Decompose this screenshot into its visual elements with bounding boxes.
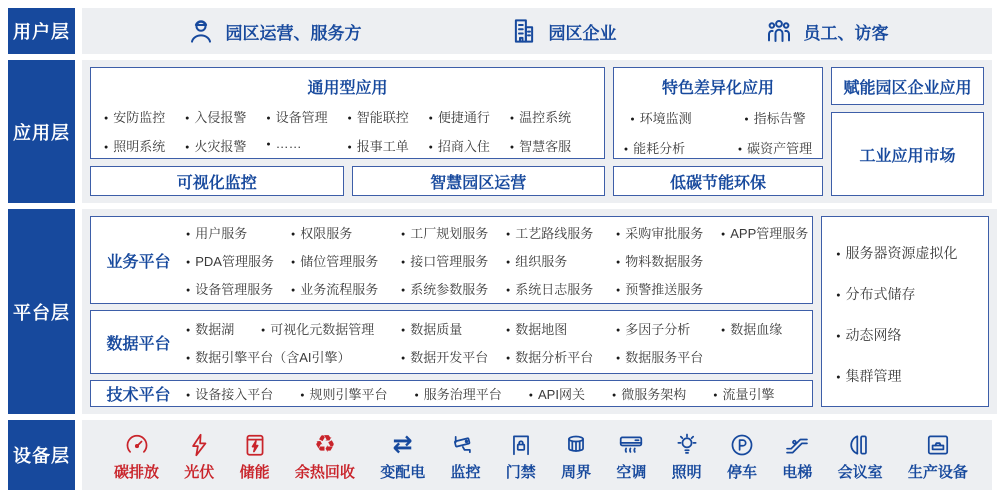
ac-icon: [618, 432, 644, 458]
empower-enterprises-box: 赋能园区企业应用: [831, 67, 984, 105]
app-item: ● 报事工单: [347, 136, 428, 155]
user-group-enterprises: [509, 16, 617, 46]
service-item: ● 组织服务: [506, 251, 616, 270]
service-item: ● 权限服务: [291, 223, 401, 242]
user-layer-content: [82, 8, 992, 54]
device-label: 周界: [561, 463, 592, 481]
machine-icon: [925, 432, 951, 458]
user-group-staff-visitors: [764, 16, 889, 46]
device-label: 碳排放: [114, 463, 160, 481]
special-apps-items: [614, 108, 822, 157]
device-label: 会议室: [837, 463, 883, 481]
device-parking: [727, 431, 757, 482]
people-icon: [764, 16, 794, 46]
gauge-icon: [124, 432, 150, 458]
application-layer-content: [82, 60, 992, 203]
device-monitoring: [450, 431, 480, 482]
device-elevator: [782, 431, 812, 482]
general-apps-box: [90, 67, 605, 159]
user-layer-band: [8, 8, 992, 54]
service-item: ● 储位管理服务: [291, 251, 401, 270]
data-platform-items: [186, 319, 812, 366]
service-item: ● APP管理服务: [721, 223, 808, 242]
device-storage: [240, 431, 270, 482]
visual-monitoring-banner: 可视化监控: [90, 166, 344, 196]
smart-park-operation-banner: 智慧园区运营: [352, 166, 606, 196]
lightning-icon: [186, 432, 212, 458]
platform-boxes-column: [90, 216, 813, 407]
service-item: ● 数据分析平台: [506, 347, 616, 366]
device-solar: [184, 431, 214, 482]
device-label: 门禁: [505, 463, 536, 481]
app-item: ● 火灾报警: [185, 136, 266, 155]
service-item: ● 数据引擎平台（含AI引擎）: [186, 347, 401, 366]
service-item: ● 设备管理服务: [186, 279, 291, 298]
user-layer-label: 用户层: [8, 8, 75, 54]
general-apps-items: [91, 107, 604, 155]
device-layer-label: 设备层: [8, 420, 75, 490]
tech-platform-title: 技术平台: [106, 387, 171, 404]
swap-arrows-icon: ⇄: [392, 430, 413, 458]
service-item: ● 规则引擎平台: [300, 384, 387, 403]
service-item: ● 接口管理服务: [401, 251, 506, 270]
service-item: ● 数据地图: [506, 319, 616, 338]
device-heat-recovery: [295, 431, 355, 482]
user-group-label: 园区运营、服务方: [225, 23, 362, 43]
device-label: 储能: [239, 463, 270, 481]
service-item: ● PDA管理服务: [186, 251, 291, 270]
special-apps-title: 特色差异化应用: [661, 80, 774, 97]
device-label: 照明: [671, 463, 702, 481]
platform-layer-label: 平台层: [8, 209, 75, 414]
infrastructure-box: [821, 216, 989, 407]
meeting-room-icon: [847, 432, 873, 458]
light-bulb-icon: [674, 432, 700, 458]
industry-apps-column: [831, 67, 984, 196]
service-item: ● 设备接入平台: [186, 384, 273, 403]
service-item: ● 采购审批服务: [616, 223, 721, 242]
service-item: ● 数据血缘: [721, 319, 808, 338]
general-apps-title: 通用型应用: [307, 80, 388, 97]
device-access-control: [506, 431, 536, 482]
service-item: ● 预警推送服务: [616, 279, 721, 298]
app-item: ● 指标告警: [744, 108, 805, 127]
service-item: ● 数据质量: [401, 319, 506, 338]
app-item: ● ……: [266, 136, 347, 155]
device-air-conditioning: [616, 431, 646, 482]
service-item: ● 数据服务平台: [616, 347, 808, 366]
low-carbon-banner: 低碳节能环保: [613, 166, 823, 196]
device-label: 电梯: [782, 463, 813, 481]
tech-platform-items: [186, 384, 812, 403]
tech-platform-box: [90, 380, 813, 407]
business-platform-items: [186, 223, 812, 298]
app-item: ● 智能联控: [347, 107, 428, 126]
general-apps-column: [90, 67, 605, 196]
business-platform-box: [90, 216, 813, 304]
cctv-icon: [452, 432, 478, 458]
platform-layer-band: [8, 209, 992, 414]
escalator-icon: [784, 432, 810, 458]
operator-icon: [186, 16, 216, 46]
service-item: ● 系统参数服务: [401, 279, 506, 298]
data-platform-box: [90, 310, 813, 374]
app-banners-row: [90, 166, 605, 196]
service-item: ● 多因子分析: [616, 319, 721, 338]
building-icon: [509, 16, 539, 46]
device-label: 监控: [450, 463, 481, 481]
parking-icon: [729, 432, 755, 458]
device-power-distribution: [380, 431, 425, 482]
app-item: ● 智慧客服: [510, 136, 591, 155]
recycle-icon: ♻: [314, 430, 336, 458]
service-item: ● 物料数据服务: [616, 251, 721, 270]
infra-item: ● 服务器资源虚拟化: [836, 243, 982, 263]
device-layer-content: [82, 420, 992, 490]
device-layer-band: [8, 420, 992, 490]
service-item: ● 流量引擎: [713, 384, 774, 403]
infra-item: ● 集群管理: [836, 366, 982, 386]
device-label: 空调: [616, 463, 647, 481]
infra-item: ● 动态网络: [836, 325, 982, 345]
battery-storage-icon: [242, 432, 268, 458]
app-item: ● 环境监测: [630, 108, 730, 127]
door-lock-icon: [508, 432, 534, 458]
service-item: ● 用户服务: [186, 223, 291, 242]
infra-item: ● 分布式储存: [836, 284, 982, 304]
device-label: 变配电: [380, 463, 426, 481]
device-label: 光伏: [184, 463, 215, 481]
device-label: 余热回收: [294, 463, 355, 481]
device-perimeter: [561, 431, 591, 482]
service-item: ● 服务治理平台: [415, 384, 502, 403]
user-group-operators: [186, 16, 362, 46]
application-layer-band: [8, 60, 992, 203]
application-layer-label: 应用层: [8, 60, 75, 203]
app-item: ● 碳资产管理: [738, 138, 812, 157]
user-group-label: 园区企业: [548, 23, 617, 43]
app-item: ● 入侵报警: [185, 107, 266, 126]
device-carbon-emission: [114, 431, 159, 482]
business-platform-title: 业务平台: [106, 253, 171, 271]
device-label: 停车: [726, 463, 757, 481]
app-item: ● 能耗分析: [624, 138, 724, 157]
service-item: ● API网关: [529, 384, 585, 403]
platform-layer-content: [82, 209, 997, 414]
special-apps-box: [613, 67, 823, 159]
special-apps-column: [613, 67, 823, 196]
device-meeting-room: [838, 431, 883, 482]
service-item: ● 可视化元数据管理: [261, 319, 401, 338]
service-item: ● 系统日志服务: [506, 279, 616, 298]
app-item: ● 便捷通行: [429, 107, 510, 126]
user-group-label: 员工、访客: [803, 23, 889, 43]
app-item: ● 招商入住: [429, 136, 510, 155]
perimeter-icon: [563, 432, 589, 458]
service-item: ● 工艺路线服务: [506, 223, 616, 242]
data-platform-title: 数据平台: [106, 335, 171, 353]
app-item: ● 照明系统: [104, 136, 185, 155]
service-item: ● 数据湖: [186, 319, 261, 338]
service-item: ● 微服务架构: [612, 384, 686, 403]
device-production-equipment: [908, 431, 968, 482]
app-item: ● 温控系统: [510, 107, 591, 126]
service-item: ● 工厂规划服务: [401, 223, 506, 242]
device-lighting: [672, 431, 702, 482]
service-item: ● 业务流程服务: [291, 279, 401, 298]
service-item: ● 数据开发平台: [401, 347, 506, 366]
app-item: ● 设备管理: [266, 107, 347, 126]
device-label: 生产设备: [907, 463, 968, 481]
app-item: ● 安防监控: [104, 107, 185, 126]
industrial-app-market-box: 工业应用市场: [831, 112, 984, 196]
